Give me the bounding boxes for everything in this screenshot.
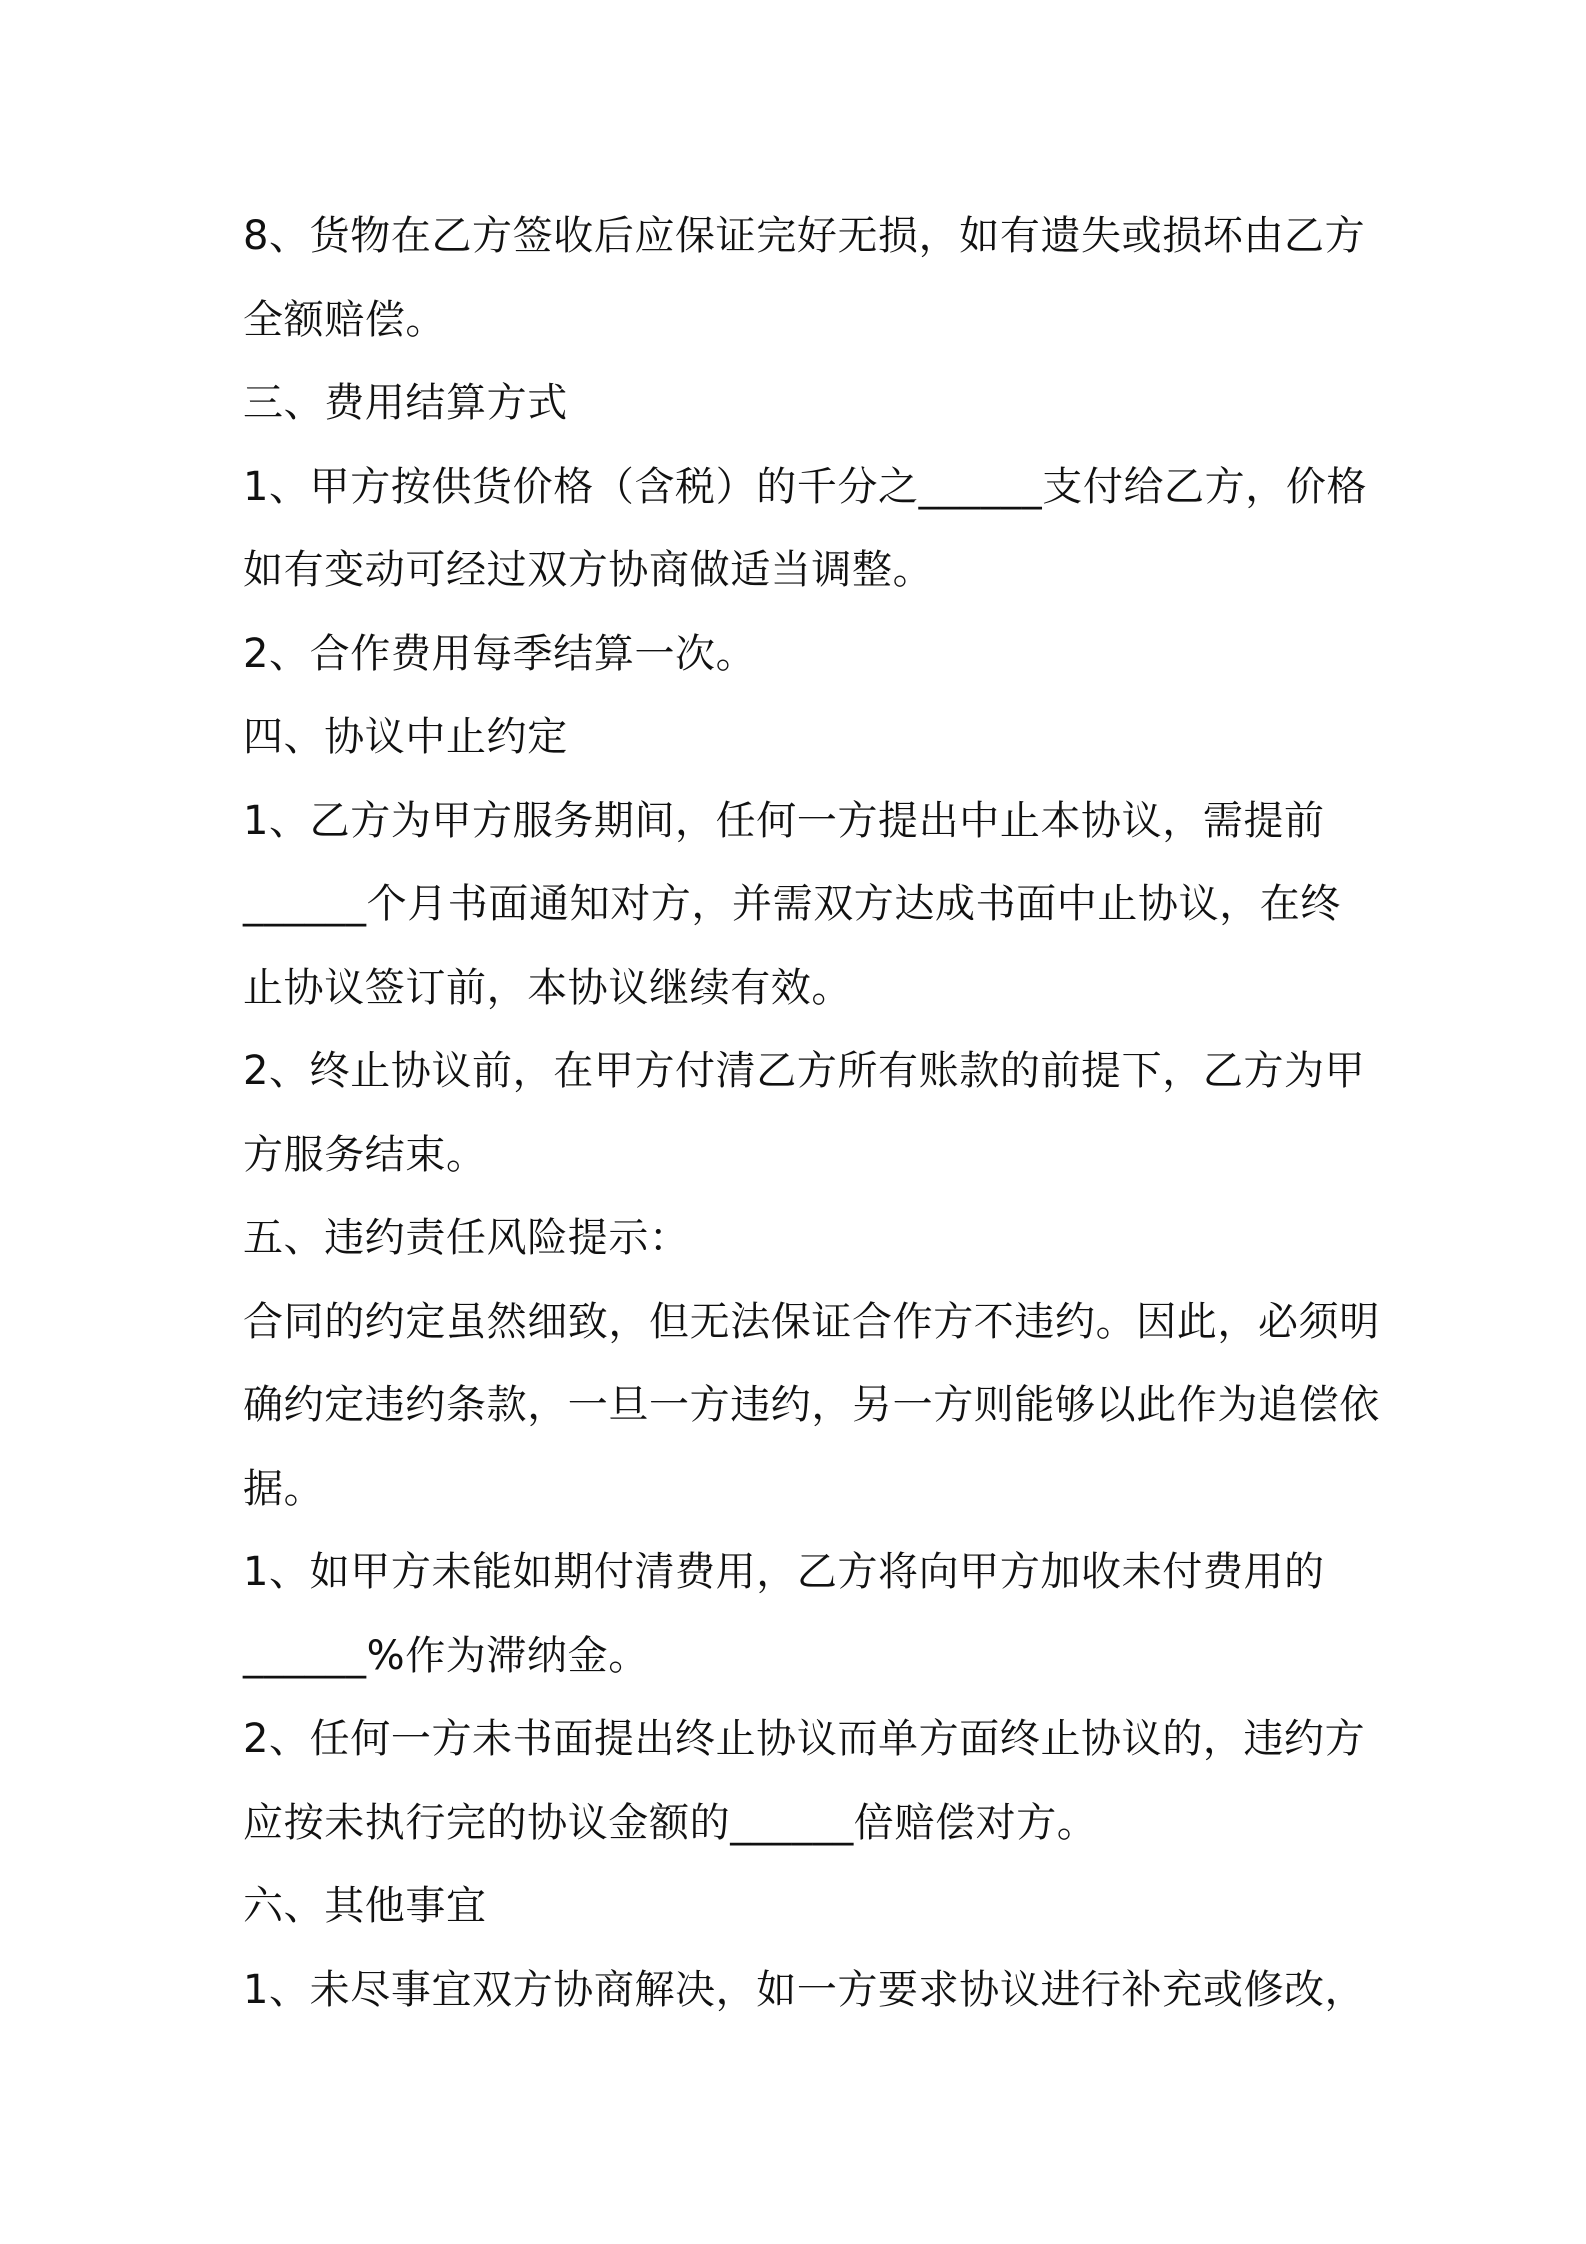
breach-intro-line-2: 确约定违约条款，一旦一方违约，另一方则能够以此作为追偿依: [243, 1382, 1380, 1428]
other-matters-clause-1: 1、未尽事宜双方协商解决，如一方要求协议进行补充或修改，: [243, 1966, 1366, 2013]
section-heading-settlement: 三、费用结算方式: [243, 380, 568, 426]
clause-8-goods-line-2: 全额赔偿。: [243, 296, 446, 343]
section-heading-other-matters: 六、其他事宜: [243, 1883, 487, 1929]
breach-intro-line-1: 合同的约定虽然细致，但无法保证合作方不违约。因此，必须明: [243, 1298, 1380, 1345]
breach-clause-2-line-1: 2、任何一方未书面提出终止协议而单方面终止协议的，违约方: [243, 1716, 1366, 1762]
document-body: [243, 195, 1380, 2032]
breach-clause-1-line-2: ______%作为滞纳金。: [243, 1632, 649, 1679]
termination-clause-1-line-3: 止协议签订前，本协议继续有效。: [243, 964, 852, 1011]
section-heading-termination: 四、协议中止约定: [243, 714, 568, 760]
settlement-clause-2: 2、合作费用每季结算一次。: [243, 630, 757, 677]
breach-intro-line-3: 据。: [243, 1465, 325, 1512]
section-heading-breach-risk: 五、违约责任风险提示：: [243, 1215, 690, 1261]
clause-8-goods-line-1: 8、货物在乙方签收后应保证完好无损，如有遗失或损坏由乙方: [243, 213, 1366, 259]
breach-clause-1-line-1: 1、如甲方未能如期付清费用，乙方将向甲方加收未付费用的: [243, 1549, 1325, 1595]
termination-clause-2-line-2: 方服务结束。: [243, 1131, 487, 1178]
termination-clause-2-line-1: 2、终止协议前，在甲方付清乙方所有账款的前提下，乙方为甲: [243, 1048, 1366, 1094]
breach-clause-2-line-2: 应按未执行完的协议金额的______倍赔偿对方。: [243, 1799, 1098, 1846]
settlement-clause-1-line-1: 1、甲方按供货价格（含税）的千分之______支付给乙方，价格: [243, 463, 1368, 510]
termination-clause-1-line-2: ______个月书面通知对方，并需双方达成书面中止协议，在终: [243, 881, 1341, 927]
termination-clause-1-line-1: 1、乙方为甲方服务期间，任何一方提出中止本协议，需提前: [243, 797, 1325, 844]
settlement-clause-1-line-2: 如有变动可经过双方协商做适当调整。: [243, 547, 934, 593]
